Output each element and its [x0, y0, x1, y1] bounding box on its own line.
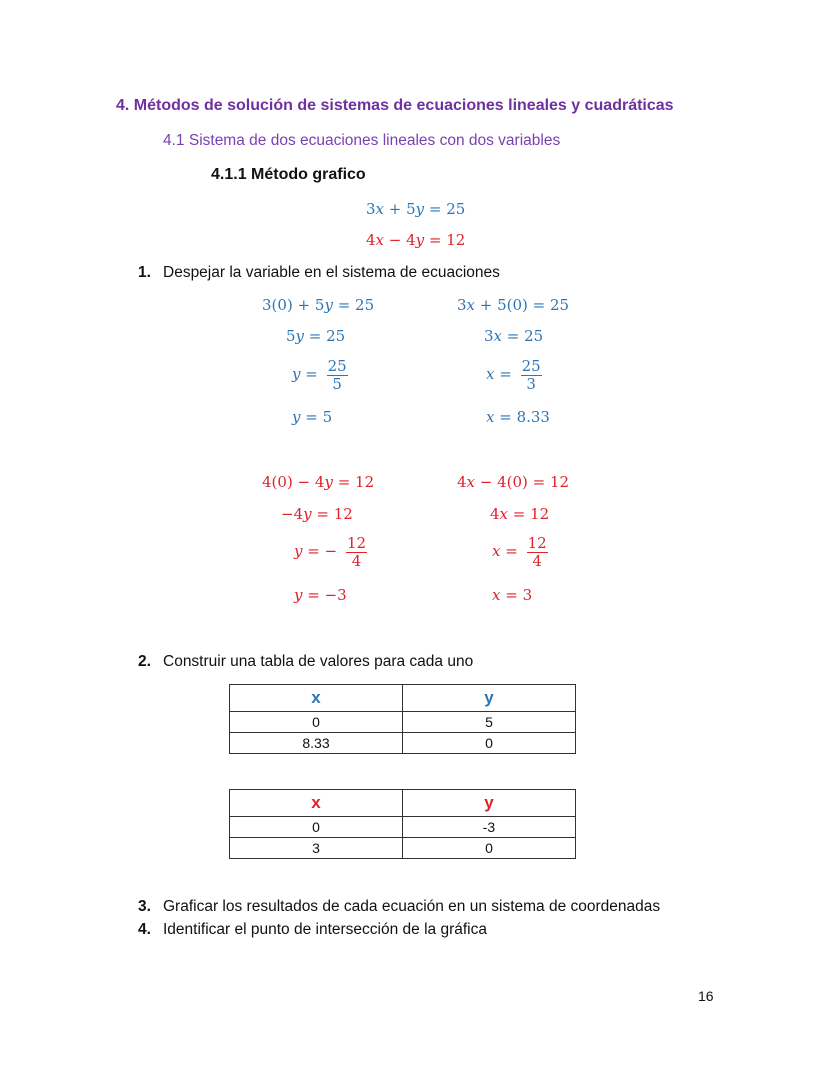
step-3 [138, 898, 660, 916]
eq2-step-simplify-x: 4x = 12 [490, 505, 550, 523]
eq2-step-substitute-x: 4(0) − 4y = 12 [262, 473, 375, 491]
table-header-row [230, 790, 576, 817]
header-x: x [230, 790, 403, 817]
eq1-step-simplify-y: 5y = 25 [286, 327, 346, 345]
eq2-step-substitute-y: 4x − 4(0) = 12 [457, 473, 570, 491]
eq1-step-substitute-y: 3x + 5(0) = 25 [457, 296, 570, 314]
values-table-eq2 [229, 789, 576, 859]
eq1-result-y: y = 5 [292, 408, 333, 426]
eq1-step-simplify-x: 3x = 25 [484, 327, 544, 345]
eq1-result-x: x = 8.33 [486, 408, 550, 426]
eq2-step-simplify-y: −4y = 12 [281, 505, 353, 523]
cell-y: -3 [403, 817, 576, 838]
cell-x: 8.33 [230, 733, 403, 754]
eq2-result-y: y = −3 [294, 586, 347, 604]
subsection-heading: 4.1 Sistema de dos ecuaciones lineales con dos variables [163, 132, 561, 149]
step-2 [138, 653, 473, 671]
equation-2: 4x − 4y = 12 [366, 231, 466, 249]
table-row [230, 733, 576, 754]
eq2-step-fraction-x: x = $\frac{12}{4}$ [492, 534, 547, 570]
cell-y: 0 [403, 733, 576, 754]
step-number: 2. [138, 653, 151, 670]
table-header-row [230, 685, 576, 712]
cell-y: 5 [403, 712, 576, 733]
cell-x: 0 [230, 712, 403, 733]
section-heading: 4. Métodos de solución de sistemas de ecuaciones lineales y cuadráticas [116, 97, 674, 114]
cell-x: 3 [230, 838, 403, 859]
table-row [230, 817, 576, 838]
step-text: Construir una tabla de valores para cada uno [163, 653, 474, 670]
step-1 [138, 264, 500, 282]
step-4 [138, 921, 487, 939]
eq1-step-fraction-y: y = $\frac{25}{5}$ [292, 357, 347, 393]
eq2-step-fraction-y: y = − $\frac{12}{4}$ [294, 534, 367, 570]
eq1-step-substitute-x: 3(0) + 5y = 25 [262, 296, 375, 314]
step-number: 1. [138, 264, 151, 281]
step-number: 3. [138, 898, 151, 915]
step-text: Despejar la variable en el sistema de ecuaciones [163, 264, 500, 281]
header-x: x [230, 685, 403, 712]
subsubsection-heading: 4.1.1 Método grafico [211, 166, 366, 183]
step-number: 4. [138, 921, 151, 938]
cell-y: 0 [403, 838, 576, 859]
eq2-result-x: x = 3 [492, 586, 533, 604]
step-text: Identificar el punto de intersección de la gráfica [163, 921, 487, 938]
cell-x: 0 [230, 817, 403, 838]
header-y: y [403, 790, 576, 817]
eq1-step-fraction-x: x = $\frac{25}{3}$ [486, 357, 541, 393]
page-number: 16 [698, 988, 714, 1004]
table-row [230, 838, 576, 859]
table-row [230, 712, 576, 733]
header-y: y [403, 685, 576, 712]
values-table-eq1 [229, 684, 576, 754]
equation-1: 3x + 5y = 25 [366, 200, 466, 218]
step-text: Graficar los resultados de cada ecuación en un sistema de coordenadas [163, 898, 661, 915]
